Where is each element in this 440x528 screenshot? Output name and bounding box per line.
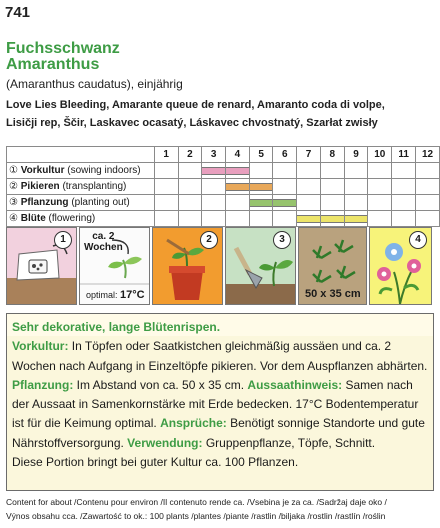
step-number-4: 4	[409, 231, 427, 249]
calendar-cell	[273, 179, 297, 195]
month-2: 2	[178, 147, 202, 163]
step-number-3: 3	[273, 231, 291, 249]
row-phase: Pflanzung	[20, 197, 69, 208]
row-phase: Blüte	[20, 213, 46, 224]
row-translation: (transplanting)	[62, 181, 127, 192]
calendar-cell	[297, 195, 321, 211]
calendar-cell	[154, 195, 178, 211]
calendar-cell	[202, 179, 226, 195]
calendar-row-2	[7, 179, 440, 195]
row-number: ③	[9, 197, 18, 208]
instructions-box	[6, 313, 434, 491]
calendar-cell	[320, 195, 344, 211]
row-number: ①	[9, 165, 18, 176]
calendar-cell	[226, 179, 250, 195]
vorkultur-text: In Töpfen oder Saatkistchen gleichmäßig aussäen und ca. 2 Wochen nach Aufgang in Einzeltöpfe pikieren. Vor dem Auspflanzen abhärten.	[12, 339, 428, 373]
calendar-cell	[392, 211, 416, 227]
row-translation: (sowing indoors)	[67, 165, 141, 176]
calendar-corner	[7, 147, 155, 163]
season-bar	[321, 215, 344, 223]
plant-title: Fuchsschwanz	[6, 40, 120, 57]
month-6: 6	[273, 147, 297, 163]
calendar-cell	[392, 179, 416, 195]
calendar-cell	[320, 179, 344, 195]
month-9: 9	[344, 147, 368, 163]
common-names-line-1: Love Lies Bleeding, Amarante queue de renard, Amaranto coda di volpe,	[6, 99, 385, 111]
calendar-cell	[368, 179, 392, 195]
row-phase: Vorkultur	[20, 165, 65, 176]
month-12: 12	[416, 147, 440, 163]
latin-name: (Amaranthus caudatus), einjährig	[6, 77, 183, 91]
calendar-cell	[344, 195, 368, 211]
calendar-row-label	[7, 163, 155, 179]
row-phase: Pikieren	[20, 181, 60, 192]
ansprueche-label: Ansprüche:	[160, 416, 227, 431]
calendar-cell	[226, 211, 250, 227]
month-11: 11	[392, 147, 416, 163]
panel-planting-out	[225, 227, 296, 305]
calendar-cell	[273, 211, 297, 227]
calendar-cell	[344, 211, 368, 227]
month-1: 1	[154, 147, 178, 163]
footer-line-2: Výnos obsahu cca. /Zawartość to ok.: 100 plants /plantes /piante /rastlin /biljaka /rostlin /rastlín /roślin	[6, 511, 386, 521]
footer-line-1: Content for about /Contenu pour environ /Il contenuto rende ca. /Vsebina je za ca. /Sadržaj daje oko /	[6, 497, 387, 507]
calendar-cell	[416, 163, 440, 179]
calendar-row-label	[7, 195, 155, 211]
calendar-cell	[392, 195, 416, 211]
pflanzung-text: Im Abstand von ca. 50 x 35 cm.	[73, 377, 248, 392]
calendar-cell	[249, 163, 273, 179]
headline: Sehr dekorative, lange Blütenrispen.	[12, 320, 221, 334]
common-names-line-2: Lisičji rep, Ščir, Laskavec ocasatý, Láskavec chvostnatý, Szarłat zwisły	[6, 117, 378, 129]
month-8: 8	[320, 147, 344, 163]
calendar-cell	[178, 211, 202, 227]
row-translation: (flowering)	[48, 213, 96, 224]
calendar-cell	[368, 163, 392, 179]
season-bar	[226, 183, 249, 191]
calendar-row-4	[7, 211, 440, 227]
row-number: ④	[9, 213, 18, 224]
step-number-2: 2	[200, 231, 218, 249]
calendar-cell	[202, 211, 226, 227]
panel-germination	[79, 227, 150, 305]
pflanzung-label: Pflanzung:	[12, 377, 74, 392]
calendar-header-row	[7, 147, 440, 163]
panel-flowering	[369, 227, 432, 305]
row-translation: (planting out)	[71, 197, 130, 208]
calendar-row-label	[7, 179, 155, 195]
season-bar	[297, 215, 320, 223]
calendar-cell	[368, 211, 392, 227]
month-10: 10	[368, 147, 392, 163]
calendar-cell	[368, 195, 392, 211]
calendar-cell	[297, 211, 321, 227]
calendar-cell	[297, 163, 321, 179]
month-7: 7	[297, 147, 321, 163]
month-4: 4	[226, 147, 250, 163]
article-number: 741	[5, 4, 31, 21]
calendar-cell	[249, 211, 273, 227]
plant-distance: 50 x 35 cm	[305, 288, 361, 300]
calendar-row-1	[7, 163, 440, 179]
calendar-cell	[344, 163, 368, 179]
calendar-cell	[416, 179, 440, 195]
instruction-panels	[6, 227, 432, 305]
calendar-cell	[202, 195, 226, 211]
calendar-cell	[178, 163, 202, 179]
season-bar	[202, 167, 225, 175]
calendar-cell	[178, 195, 202, 211]
calendar-cell	[154, 211, 178, 227]
calendar-cell	[344, 179, 368, 195]
instructions-text	[12, 318, 430, 472]
calendar-cell	[392, 163, 416, 179]
calendar-cell	[154, 179, 178, 195]
season-bar	[226, 167, 249, 175]
plant-genus: Amaranthus	[6, 56, 100, 73]
optimal-temperature: optimal: 17°C	[86, 289, 145, 301]
calendar-cell	[273, 195, 297, 211]
calendar-cell	[249, 179, 273, 195]
season-bar	[273, 199, 296, 207]
ansprueche-text: Benötigt sonnige Standorte und gute Nährstoffversorgung.	[12, 416, 425, 450]
season-bar	[345, 215, 368, 223]
calendar-cell	[226, 163, 250, 179]
step-number-1: 1	[54, 231, 72, 249]
verwendung-label: Verwendung:	[127, 435, 203, 450]
calendar-cell	[416, 195, 440, 211]
calendar-row-3	[7, 195, 440, 211]
weeks-label: ca. 2 Wochen	[84, 231, 123, 253]
vorkultur-label: Vorkultur:	[12, 339, 69, 354]
aussaat-label: Aussaathinweis:	[247, 377, 343, 392]
calendar-cell	[273, 163, 297, 179]
panel-sowing	[6, 227, 77, 305]
calendar-cell	[202, 163, 226, 179]
calendar-cell	[416, 211, 440, 227]
calendar-cell	[249, 195, 273, 211]
calendar-cell	[154, 163, 178, 179]
season-bar	[250, 199, 273, 207]
portion-text: Diese Portion bringt bei guter Kultur ca. 100 Pflanzen.	[12, 455, 299, 470]
month-5: 5	[249, 147, 273, 163]
aussaat-text: Samen nach der Aussaat in Samenkornstärke mit Erde bedecken. 17°C Bodentemperatur ist für die Keimung optimal.	[12, 377, 419, 431]
calendar-cell	[178, 179, 202, 195]
calendar-cell	[226, 195, 250, 211]
verwendung-text: Gruppenpflanze, Töpfe, Schnitt.	[202, 435, 376, 450]
calendar-cell	[297, 179, 321, 195]
calendar-cell	[320, 211, 344, 227]
panel-transplanting	[152, 227, 223, 305]
calendar-row-label	[7, 211, 155, 227]
panel-spacing	[298, 227, 367, 305]
sowing-calendar	[6, 146, 440, 227]
calendar-cell	[320, 163, 344, 179]
season-bar	[250, 183, 273, 191]
row-number: ②	[9, 181, 18, 192]
month-3: 3	[202, 147, 226, 163]
